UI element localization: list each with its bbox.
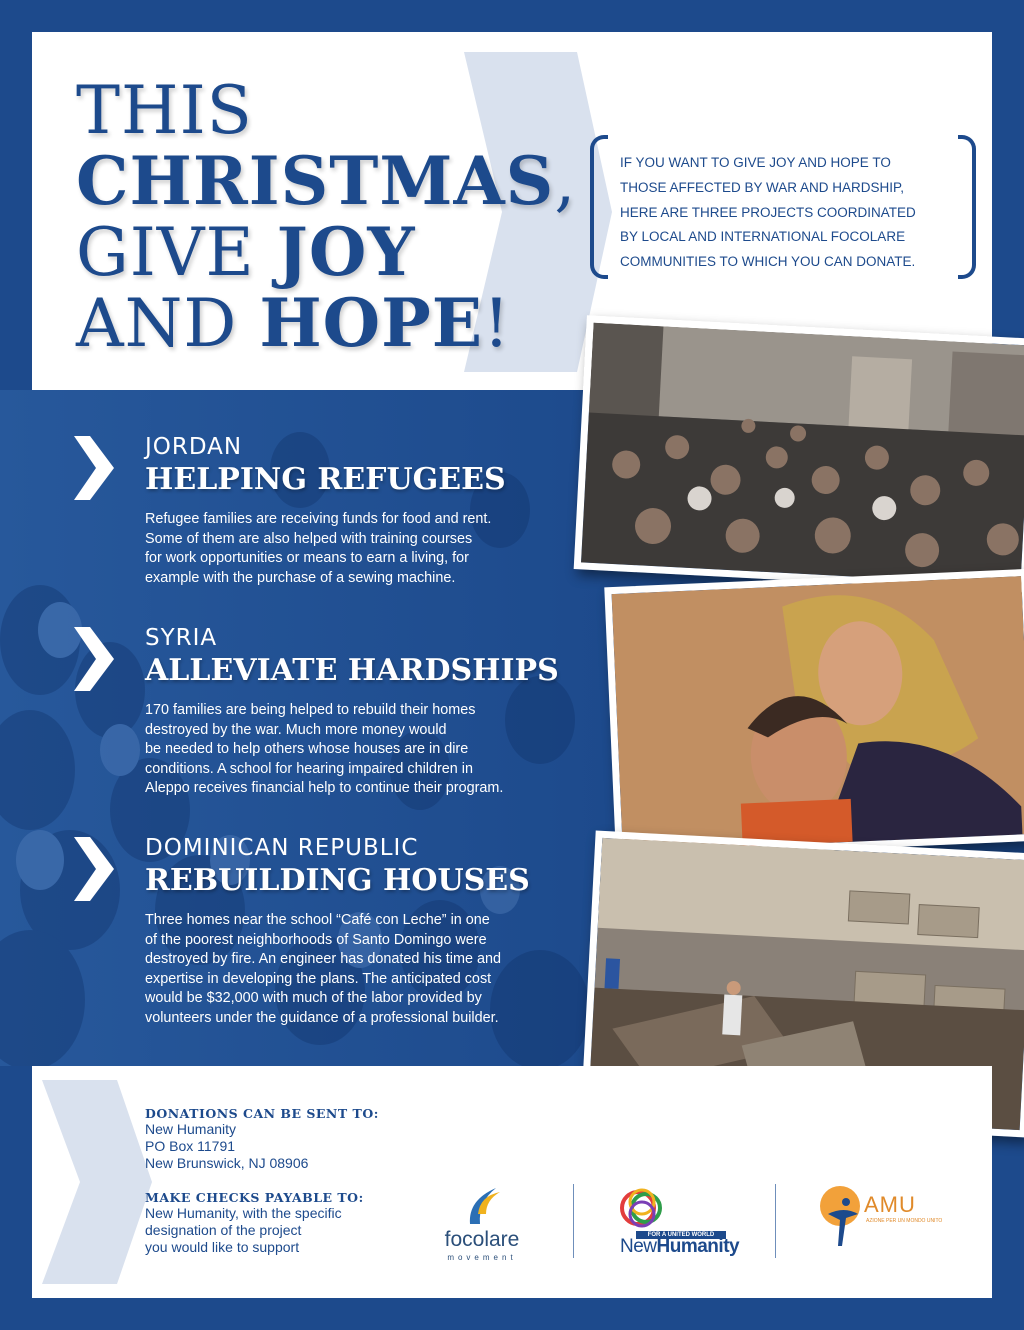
desc-line: be needed to help others whose houses are in dire [145,741,469,757]
headline-title [76,72,577,362]
project-description [145,911,545,1028]
title-word-and: AND [76,285,260,362]
footer-panel [32,1066,992,1298]
intro-line: IF YOU WANT TO GIVE JOY AND HOPE TO [620,155,891,170]
donations-info [145,1106,379,1172]
title-exclamation: ! [483,285,511,362]
chevron-right-icon [74,627,114,691]
checks-line: designation of the project [145,1222,302,1238]
logo-divider [573,1184,574,1258]
desc-line: Three homes near the school “Café con Leche” in one [145,912,490,928]
new-humanity-word-humanity: Humanity [656,1236,740,1257]
intro-line: HERE ARE THREE PROJECTS COORDINATED [620,204,916,220]
intro-callout [620,135,932,283]
title-word-christmas: CHRISTMAS [76,142,555,220]
project-headline: HELPING REFUGEES [145,462,506,497]
desc-line: volunteers under the guidance of a professional builder. [145,1009,499,1026]
focolare-flame-icon [462,1184,502,1226]
checks-info [145,1190,364,1256]
footer-chevron-decoration [32,1066,232,1298]
chevron-right-icon [74,436,114,500]
amu-wordmark: AMU [864,1192,916,1217]
desc-line: would be $32,000 with much of the labor provided by [145,990,482,1006]
project-description [145,701,545,799]
desc-line: conditions. A school for hearing impaired children in [145,760,473,777]
new-humanity-wordmark [620,1236,739,1258]
intro-text [620,151,920,275]
focolare-wordmark: focolare [444,1228,520,1251]
desc-line: of the poorest neighborhoods of Santo Domingo were [145,931,487,948]
checks-line: New Humanity, with the specific [145,1205,342,1221]
donations-label: DONATIONS CAN BE SENT TO: [145,1106,379,1121]
desc-line: Some of them are also helped with training courses [145,530,473,547]
desc-line: for work opportunities or means to earn a living, for [145,550,469,566]
focolare-logo [432,1184,532,1264]
amu-globe-person-icon [818,1184,864,1250]
project-headline: ALLEVIATE HARDSHIPS [145,653,559,688]
logo-divider [775,1184,776,1258]
project-country: JORDAN [145,434,243,460]
new-humanity-logo [612,1184,742,1264]
amu-sub: AZIONE PER UN MONDO UNITO [866,1218,943,1224]
desc-line: expertise in developing the plans. The anticipated cost [145,970,492,987]
desc-line: 170 families are being helped to rebuild their homes [145,702,476,718]
address-line: New Brunswick, NJ 08906 [145,1155,309,1171]
project-headline: REBUILDING HOUSES [145,863,530,898]
photo-mother-and-child [604,569,1024,859]
checks-line: you would like to support [145,1239,300,1255]
address-line: PO Box 11791 [145,1138,236,1154]
desc-line: example with the purchase of a sewing machine. [145,569,456,586]
project-description [145,510,545,588]
desc-line: destroyed by fire. An engineer has donated his time and [145,951,501,967]
address-line: New Humanity [145,1121,237,1137]
right-bracket-icon [958,135,976,279]
amu-logo [818,1184,943,1264]
new-humanity-globe-icon [618,1186,668,1232]
new-humanity-tagline: FOR A UNITED WORLD [636,1231,726,1239]
title-line-this: THIS [76,72,253,149]
chevron-right-icon [74,837,114,901]
desc-line: destroyed by the war. Much more money would [145,721,447,738]
title-comma: , [554,143,577,220]
title-word-joy: JOY [276,213,416,291]
left-bracket-icon [590,135,608,279]
project-country: DOMINICAN REPUBLIC [145,835,419,861]
checks-label: MAKE CHECKS PAYABLE TO: [145,1190,364,1205]
title-word-hope: HOPE [259,284,484,362]
project-country: SYRIA [145,625,218,651]
intro-line: THOSE AFFECTED BY WAR AND HARDSHIP, [620,179,905,195]
intro-line: BY LOCAL AND INTERNATIONAL FOCOLARE [620,229,906,245]
desc-line: Aleppo receives financial help to continue their program. [145,780,504,796]
desc-line: Refugee families are receiving funds for food and rent. [145,511,492,527]
title-word-give: GIVE [76,214,277,291]
photo-refugee-crowd [574,315,1024,592]
new-humanity-word-new: New [620,1236,657,1257]
intro-line: COMMUNITIES TO WHICH YOU CAN DONATE. [620,254,916,270]
focolare-sub: movement [447,1253,517,1262]
